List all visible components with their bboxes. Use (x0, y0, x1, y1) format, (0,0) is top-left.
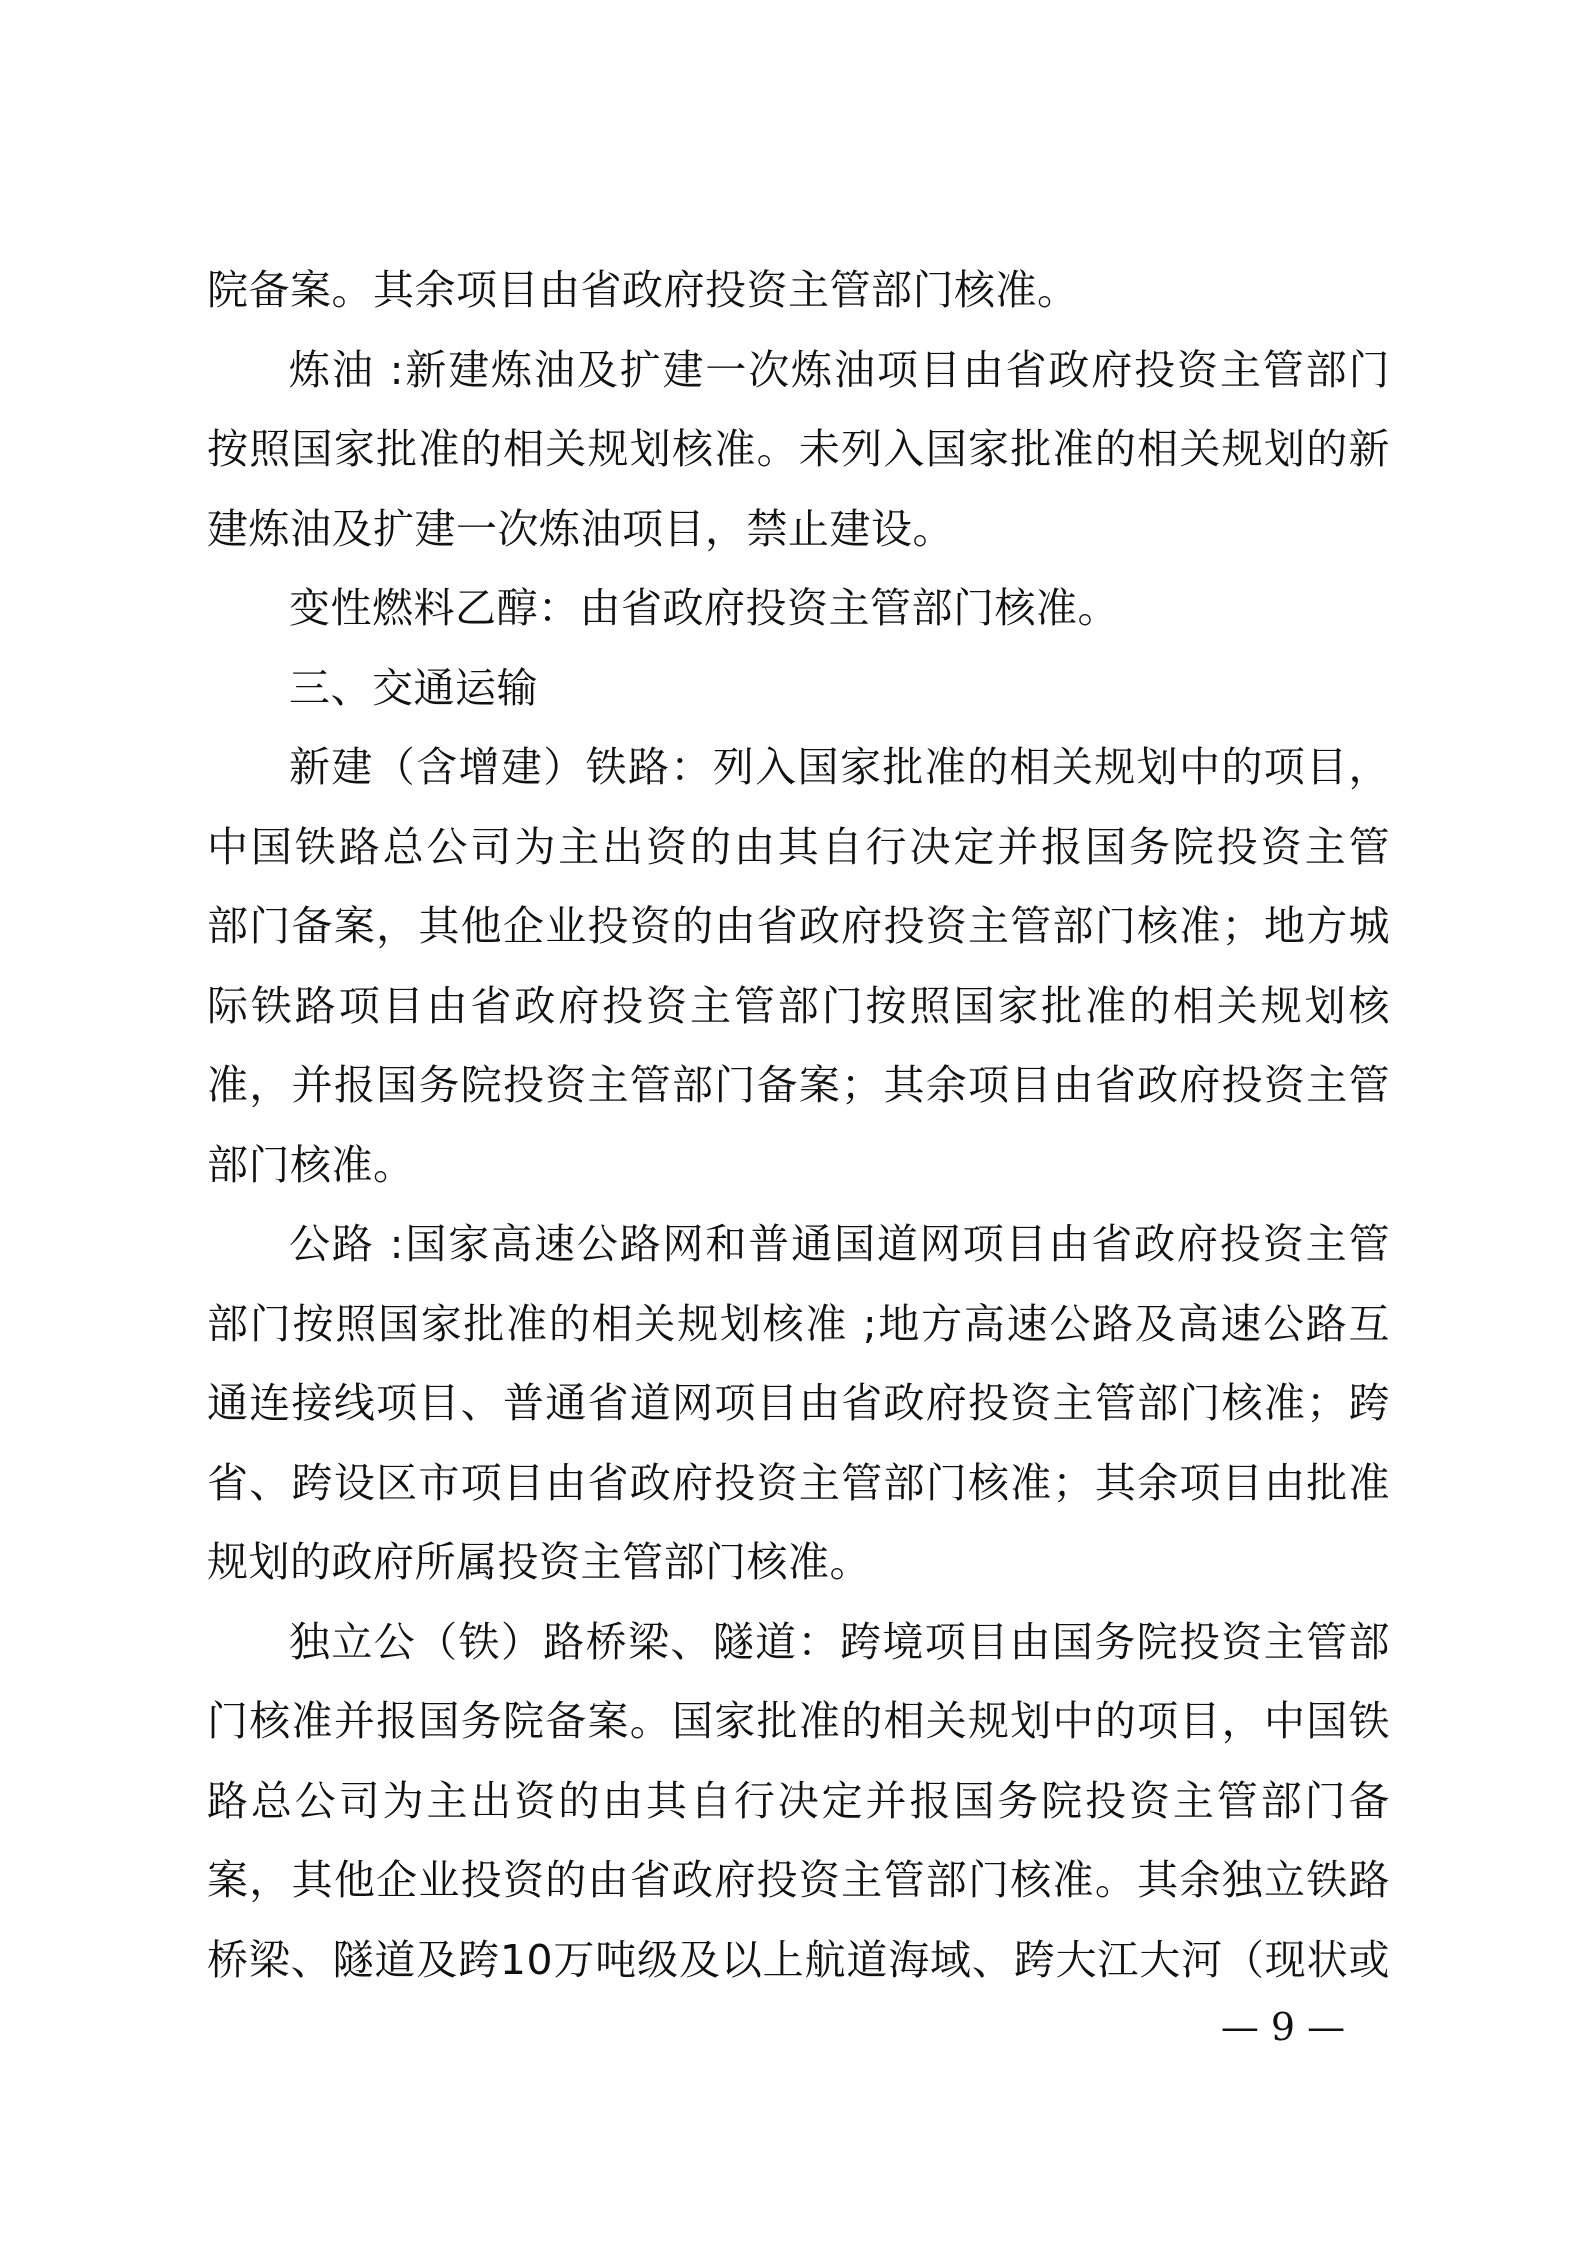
body-text (207, 251, 1390, 2000)
page-number: — 9 — (1220, 2005, 1346, 2049)
text-line: 路总公司为主出资的由其自行决定并报国务院投资主管部门备 (207, 1776, 1390, 1825)
text-line: 建炼油及扩建一次炼油项目，禁止建设。 (207, 504, 954, 553)
section-heading: 三、交通运输 (289, 663, 538, 712)
text-line: 部门按照国家批准的相关规划核准 ;地方高速公路及高速公路互 (207, 1299, 1390, 1348)
text-line: 案，其他企业投资的由省政府投资主管部门核准。其余独立铁路 (207, 1856, 1390, 1904)
text-line: 变性燃料乙醇：由省政府投资主管部门核准。 (289, 584, 1119, 632)
text-line: 中国铁路总公司为主出资的由其自行决定并报国务院投资主管 (207, 822, 1390, 871)
text-line: 按照国家批准的相关规划核准。未列入国家批准的相关规划的新 (207, 425, 1390, 473)
text-line: 通连接线项目、普通省道网项目由省政府投资主管部门核准；跨 (207, 1379, 1390, 1427)
text-line: 新建（含增建）铁路：列入国家批准的相关规划中的项目， (289, 743, 1390, 791)
text-line: 院备案。其余项目由省政府投资主管部门核准。 (207, 266, 1079, 314)
text-line: 省、跨设区市项目由省政府投资主管部门核准；其余项目由批准 (207, 1458, 1390, 1507)
text-line: 独立公（铁）路桥梁、隧道：跨境项目由国务院投资主管部 (289, 1617, 1390, 1666)
text-line: 规划的政府所属投资主管部门核准。 (207, 1538, 871, 1586)
text-line: 准，并报国务院投资主管部门备案；其余项目由省政府投资主管 (207, 1061, 1390, 1109)
text-line: 部门核准。 (207, 1140, 415, 1189)
text-line: 炼油 :新建炼油及扩建一次炼油项目由省政府投资主管部门 (289, 345, 1390, 394)
text-line: 部门备案，其他企业投资的由省政府投资主管部门核准；地方城 (207, 902, 1390, 950)
text-line: 际铁路项目由省政府投资主管部门按照国家批准的相关规划核 (207, 981, 1390, 1030)
text-line: 桥梁、隧道及跨10万吨级及以上航道海域、跨大江大河（现状或 (207, 1935, 1390, 1984)
text-line: 公路 :国家高速公路网和普通国道网项目由省政府投资主管 (289, 1220, 1390, 1268)
text-line: 门核准并报国务院备案。国家批准的相关规划中的项目，中国铁 (207, 1697, 1390, 1745)
